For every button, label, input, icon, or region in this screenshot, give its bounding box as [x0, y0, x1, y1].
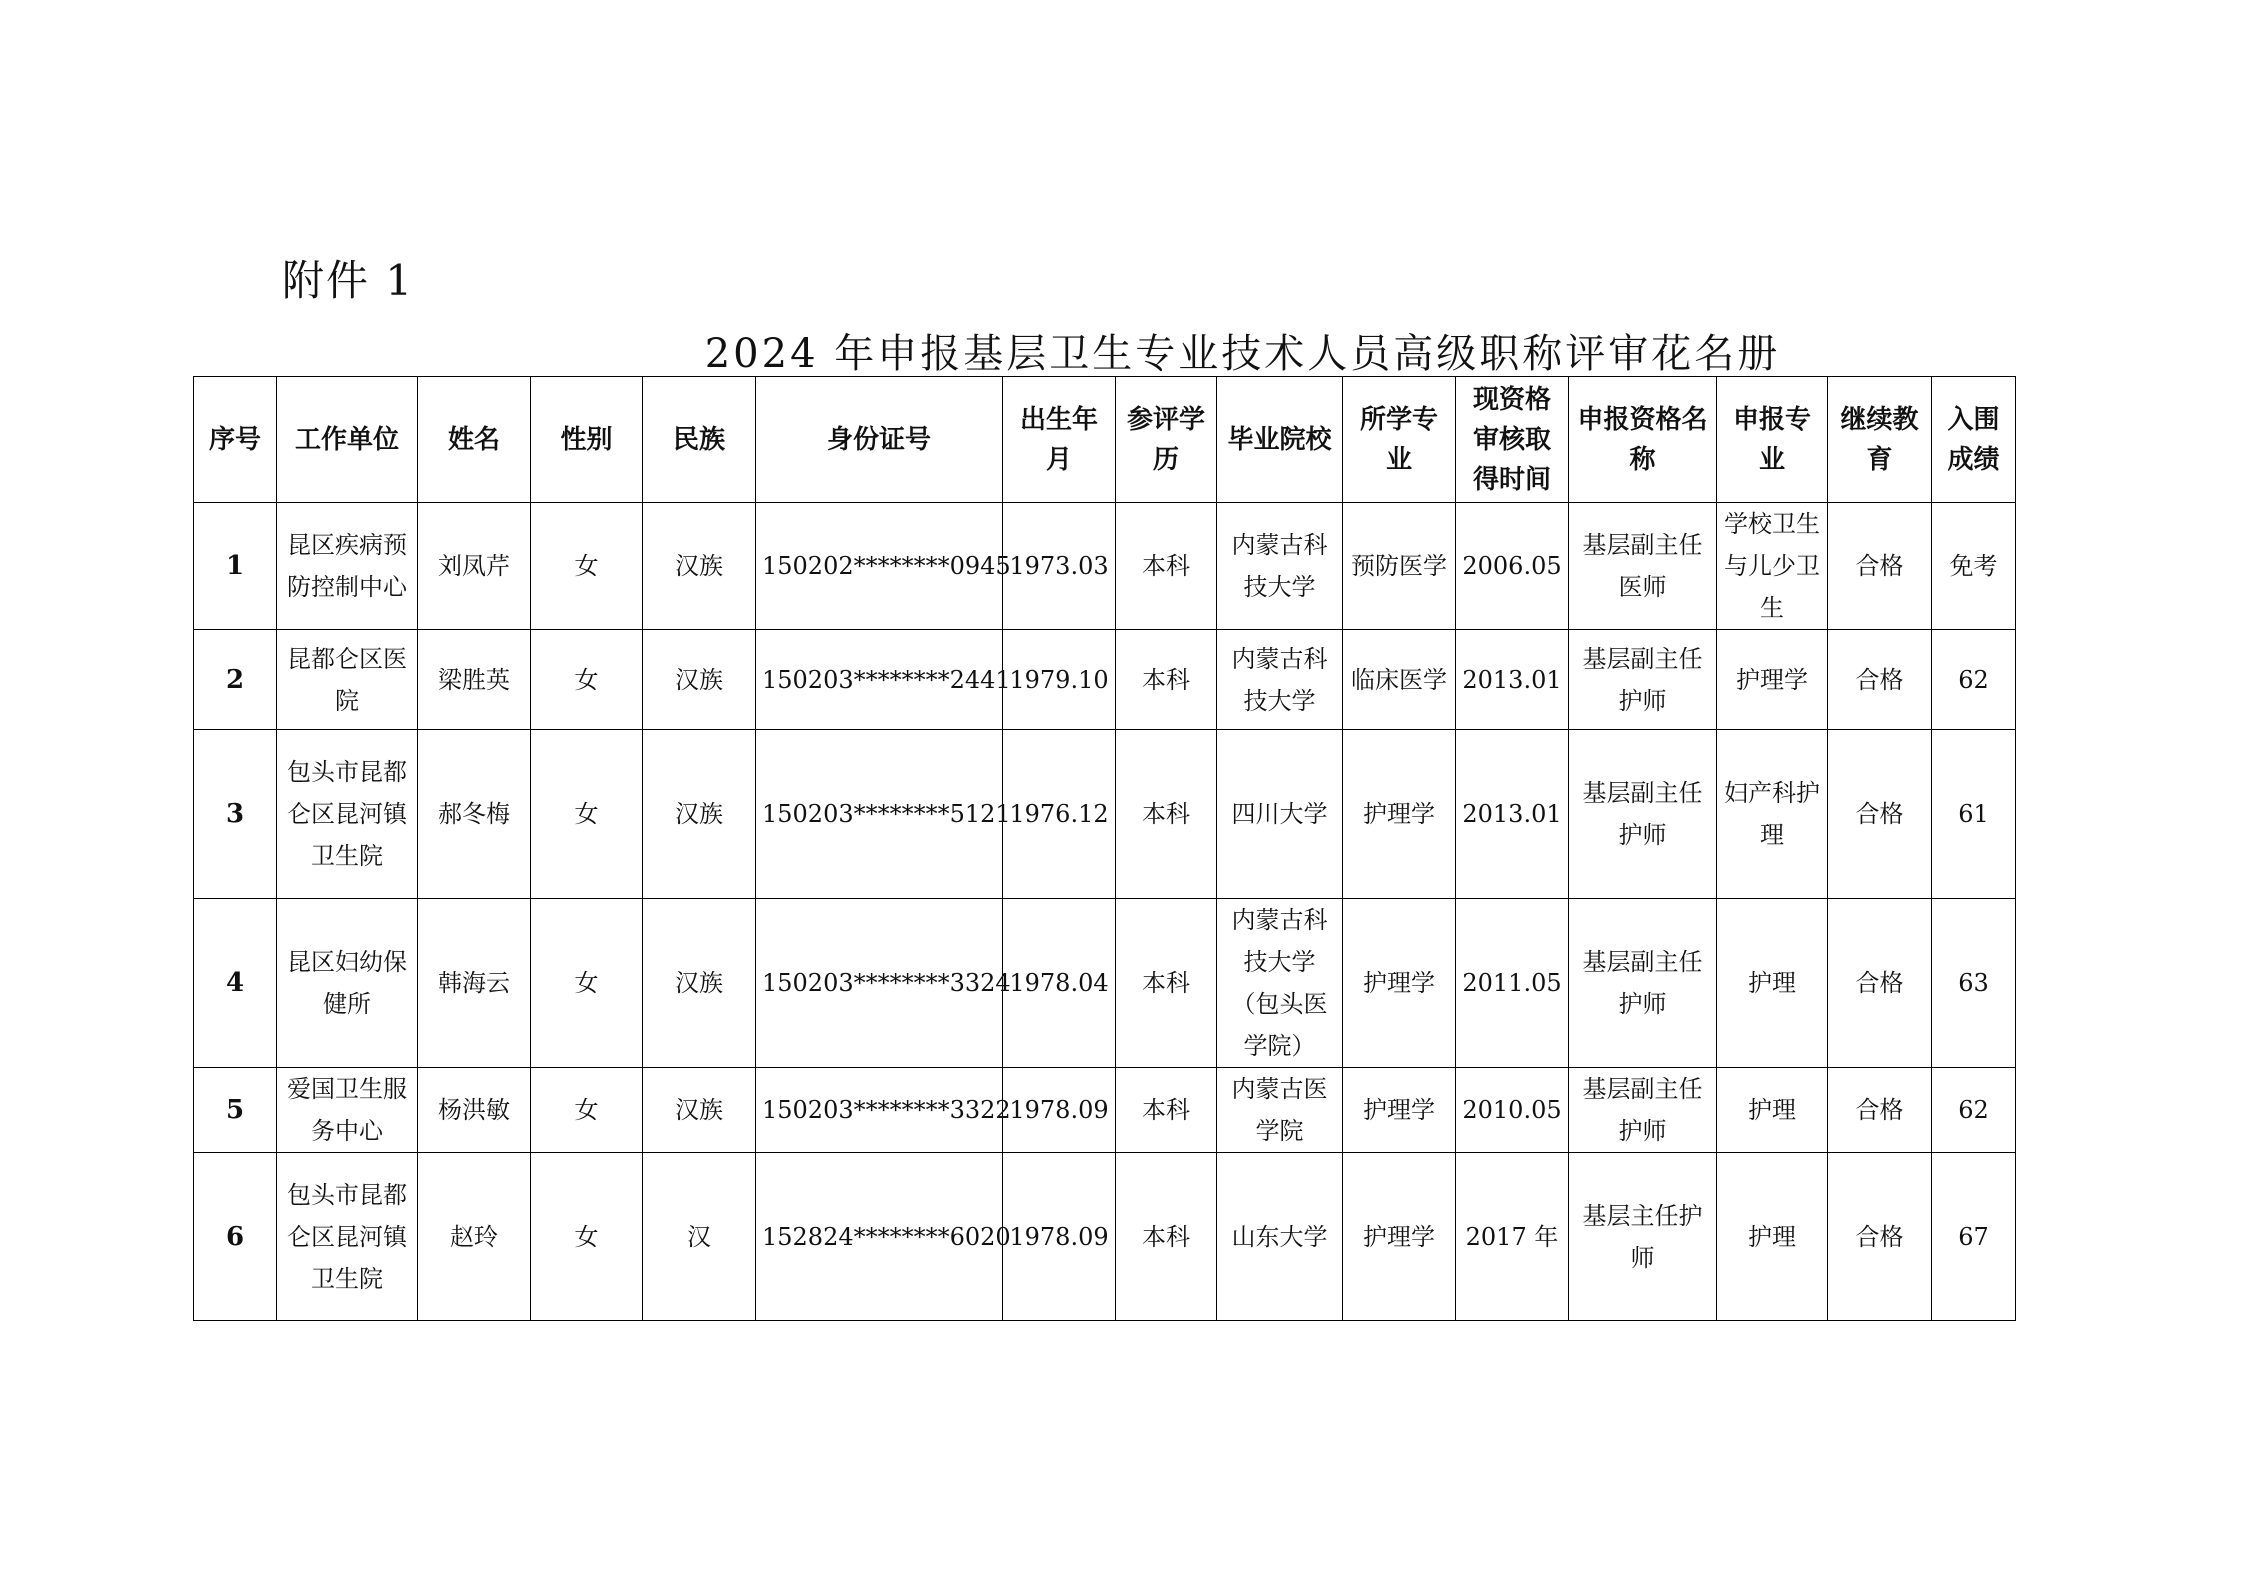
score-cell: 67: [1932, 1153, 2016, 1321]
education-cell: 本科: [1116, 730, 1217, 899]
gender-cell: 女: [531, 899, 643, 1068]
score-cell: 63: [1932, 899, 2016, 1068]
name-cell: 韩海云: [418, 899, 531, 1068]
header-cell: 民族: [643, 377, 756, 503]
qualification-date-cell: 2010.05: [1456, 1068, 1569, 1153]
birth-date-cell: 1979.10: [1003, 630, 1116, 730]
continuing-education-cell: 合格: [1828, 1068, 1932, 1153]
qualification-date-cell: 2011.05: [1456, 899, 1569, 1068]
header-cell: 入围成绩: [1932, 377, 2016, 503]
education-cell: 本科: [1116, 1068, 1217, 1153]
header-cell: 工作单位: [277, 377, 418, 503]
work-unit-cell: 包头市昆都仑区昆河镇卫生院: [277, 1153, 418, 1321]
title-applied-cell: 基层副主任医师: [1569, 503, 1717, 630]
header-cell: 身份证号: [756, 377, 1003, 503]
birth-date-cell: 1976.12: [1003, 730, 1116, 899]
name-cell: 郝冬梅: [418, 730, 531, 899]
work-unit-cell: 昆都仑区医院: [277, 630, 418, 730]
ethnicity-cell: 汉: [643, 1153, 756, 1321]
gender-cell: 女: [531, 1068, 643, 1153]
name-cell: 赵玲: [418, 1153, 531, 1321]
specialty-cell: 妇产科护理: [1717, 730, 1828, 899]
header-cell: 性别: [531, 377, 643, 503]
header-cell: 序号: [194, 377, 277, 503]
education-cell: 本科: [1116, 1153, 1217, 1321]
name-cell: 杨洪敏: [418, 1068, 531, 1153]
table-row: [194, 630, 2016, 730]
table-row: [194, 899, 2016, 1068]
qualification-date-cell: 2006.05: [1456, 503, 1569, 630]
header-cell: 参评学历: [1116, 377, 1217, 503]
header-cell: 出生年月: [1003, 377, 1116, 503]
id-number-cell: 150203********3322: [756, 1068, 1003, 1153]
specialty-cell: 护理: [1717, 899, 1828, 1068]
major-cell: 护理学: [1343, 1068, 1456, 1153]
school-cell: 内蒙古科技大学: [1217, 630, 1343, 730]
education-cell: 本科: [1116, 630, 1217, 730]
row-number: 4: [194, 899, 277, 1068]
school-cell: 内蒙古科技大学（包头医学院）: [1217, 899, 1343, 1068]
header-cell: 所学专业: [1343, 377, 1456, 503]
ethnicity-cell: 汉族: [643, 1068, 756, 1153]
ethnicity-cell: 汉族: [643, 630, 756, 730]
major-cell: 护理学: [1343, 899, 1456, 1068]
birth-date-cell: 1978.09: [1003, 1068, 1116, 1153]
gender-cell: 女: [531, 1153, 643, 1321]
header-row: [194, 377, 2016, 503]
specialty-cell: 护理: [1717, 1068, 1828, 1153]
row-number: 2: [194, 630, 277, 730]
header-cell: 申报专业: [1717, 377, 1828, 503]
ethnicity-cell: 汉族: [643, 899, 756, 1068]
qualification-date-cell: 2013.01: [1456, 630, 1569, 730]
qualification-date-cell: 2013.01: [1456, 730, 1569, 899]
birth-date-cell: 1978.04: [1003, 899, 1116, 1068]
id-number-cell: 150202********0945: [756, 503, 1003, 630]
title-applied-cell: 基层副主任护师: [1569, 1068, 1717, 1153]
name-cell: 刘凤芹: [418, 503, 531, 630]
major-cell: 护理学: [1343, 730, 1456, 899]
score-cell: 免考: [1932, 503, 2016, 630]
ethnicity-cell: 汉族: [643, 730, 756, 899]
header-cell: 姓名: [418, 377, 531, 503]
gender-cell: 女: [531, 730, 643, 899]
title-applied-cell: 基层主任护师: [1569, 1153, 1717, 1321]
work-unit-cell: 昆区妇幼保健所: [277, 899, 418, 1068]
continuing-education-cell: 合格: [1828, 630, 1932, 730]
row-number: 3: [194, 730, 277, 899]
id-number-cell: 152824********6020: [756, 1153, 1003, 1321]
school-cell: 内蒙古科技大学: [1217, 503, 1343, 630]
id-number-cell: 150203********2441: [756, 630, 1003, 730]
gender-cell: 女: [531, 503, 643, 630]
birth-date-cell: 1978.09: [1003, 1153, 1116, 1321]
specialty-cell: 学校卫生与儿少卫生: [1717, 503, 1828, 630]
school-cell: 山东大学: [1217, 1153, 1343, 1321]
specialty-cell: 护理学: [1717, 630, 1828, 730]
score-cell: 62: [1932, 630, 2016, 730]
table-row: [194, 1153, 2016, 1321]
table-row: [194, 503, 2016, 630]
education-cell: 本科: [1116, 899, 1217, 1068]
table-row: [194, 730, 2016, 899]
header-cell: 继续教育: [1828, 377, 1932, 503]
continuing-education-cell: 合格: [1828, 899, 1932, 1068]
work-unit-cell: 昆区疾病预防控制中心: [277, 503, 418, 630]
name-cell: 梁胜英: [418, 630, 531, 730]
row-number: 5: [194, 1068, 277, 1153]
ethnicity-cell: 汉族: [643, 503, 756, 630]
work-unit-cell: 爱国卫生服务中心: [277, 1068, 418, 1153]
gender-cell: 女: [531, 630, 643, 730]
qualification-date-cell: 2017 年: [1456, 1153, 1569, 1321]
score-cell: 61: [1932, 730, 2016, 899]
title-applied-cell: 基层副主任护师: [1569, 630, 1717, 730]
row-number: 1: [194, 503, 277, 630]
continuing-education-cell: 合格: [1828, 503, 1932, 630]
table-row: [194, 1068, 2016, 1153]
school-cell: 内蒙古医学院: [1217, 1068, 1343, 1153]
school-cell: 四川大学: [1217, 730, 1343, 899]
score-cell: 62: [1932, 1068, 2016, 1153]
specialty-cell: 护理: [1717, 1153, 1828, 1321]
major-cell: 临床医学: [1343, 630, 1456, 730]
title-applied-cell: 基层副主任护师: [1569, 730, 1717, 899]
row-number: 6: [194, 1153, 277, 1321]
work-unit-cell: 包头市昆都仑区昆河镇卫生院: [277, 730, 418, 899]
birth-date-cell: 1973.03: [1003, 503, 1116, 630]
header-cell: 申报资格名称: [1569, 377, 1717, 503]
major-cell: 预防医学: [1343, 503, 1456, 630]
document-title: 2024 年申报基层卫生专业技术人员高级职称评审花名册: [704, 331, 1781, 377]
education-cell: 本科: [1116, 503, 1217, 630]
header-cell: 毕业院校: [1217, 377, 1343, 503]
header-cell: 现资格审核取得时间: [1456, 377, 1569, 503]
roster-table: [193, 376, 2016, 1321]
id-number-cell: 150203********3324: [756, 899, 1003, 1068]
attachment-label: 附件 1: [282, 256, 415, 305]
continuing-education-cell: 合格: [1828, 1153, 1932, 1321]
title-applied-cell: 基层副主任护师: [1569, 899, 1717, 1068]
major-cell: 护理学: [1343, 1153, 1456, 1321]
continuing-education-cell: 合格: [1828, 730, 1932, 899]
id-number-cell: 150203********5121: [756, 730, 1003, 899]
